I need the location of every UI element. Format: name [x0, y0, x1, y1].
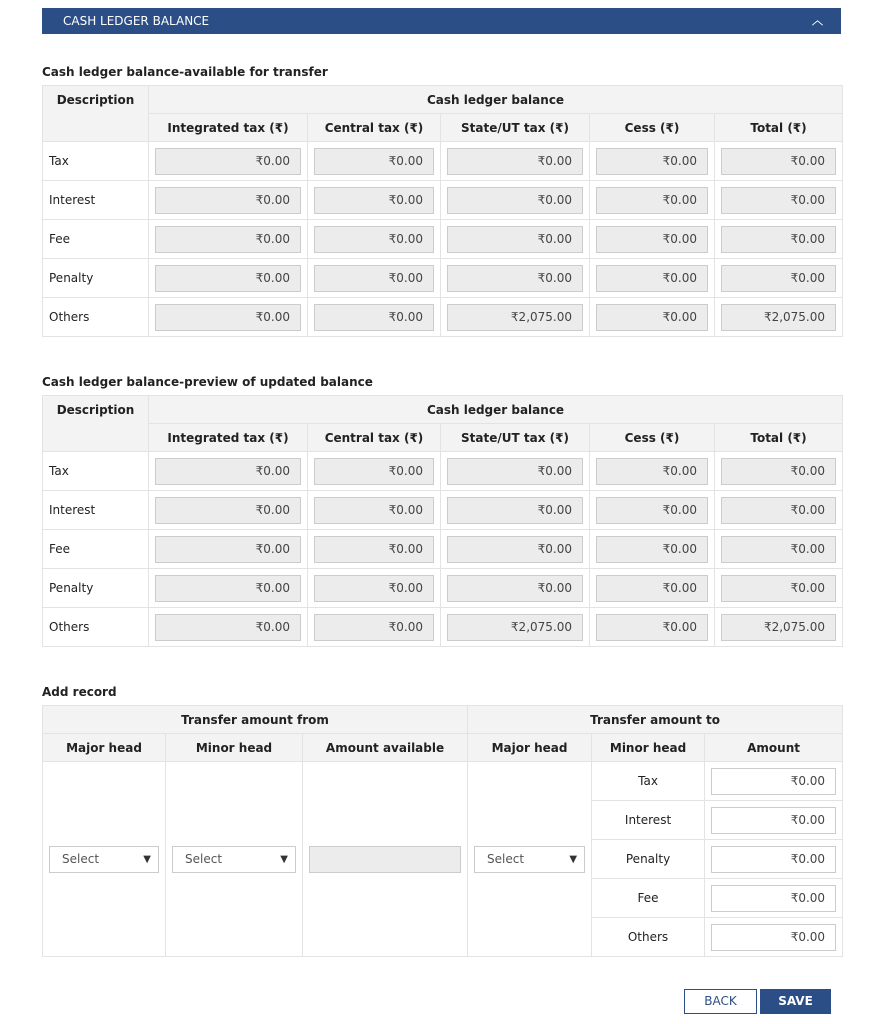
minor-head-label: Tax	[592, 762, 705, 801]
amount-field: ₹0.00	[596, 148, 708, 175]
group-header: Cash ledger balance	[149, 86, 843, 114]
amount-field: ₹0.00	[155, 187, 301, 214]
chevron-up-icon[interactable]: ︿	[812, 14, 823, 27]
amount-field: ₹2,075.00	[447, 304, 583, 331]
transfer-to-header: Transfer amount to	[468, 706, 843, 734]
available-title: Cash ledger balance-available for transfer	[42, 65, 328, 79]
column-header: Amount available	[303, 734, 468, 762]
amount-field: ₹0.00	[596, 226, 708, 253]
column-header: Integrated tax (₹)	[149, 114, 308, 142]
column-header: State/UT tax (₹)	[441, 114, 590, 142]
column-header: Cess (₹)	[590, 424, 715, 452]
amount-field: ₹0.00	[155, 458, 301, 485]
amount-field: ₹0.00	[155, 304, 301, 331]
amount-field: ₹0.00	[721, 148, 836, 175]
preview-balance-table	[42, 395, 843, 647]
description-header: Description	[43, 86, 149, 142]
table-row	[43, 608, 843, 647]
column-header: Integrated tax (₹)	[149, 424, 308, 452]
minor-head-label: Interest	[592, 801, 705, 840]
amount-field: ₹0.00	[596, 265, 708, 292]
column-header: Minor head	[592, 734, 705, 762]
amount-field: ₹0.00	[155, 497, 301, 524]
add-record-title: Add record	[42, 685, 117, 699]
amount-field: ₹0.00	[447, 458, 583, 485]
cash-ledger-balance-header[interactable]	[42, 8, 841, 34]
row-label: Others	[43, 608, 149, 647]
amount-field: ₹0.00	[314, 187, 434, 214]
amount-field: ₹0.00	[314, 265, 434, 292]
amount-field: ₹0.00	[721, 187, 836, 214]
amount-field: ₹0.00	[314, 148, 434, 175]
amount-field: ₹0.00	[596, 187, 708, 214]
amount-field: ₹0.00	[721, 226, 836, 253]
table-row	[43, 181, 843, 220]
amount-field: ₹0.00	[447, 497, 583, 524]
column-header: Minor head	[166, 734, 303, 762]
column-header: Total (₹)	[715, 424, 843, 452]
column-header: Major head	[468, 734, 592, 762]
amount-field: ₹0.00	[447, 148, 583, 175]
table-row	[43, 491, 843, 530]
caret-down-icon: ▼	[280, 853, 288, 865]
amount-field: ₹0.00	[314, 575, 434, 602]
row-label: Tax	[43, 452, 149, 491]
amount-field: ₹0.00	[314, 536, 434, 563]
column-header: Central tax (₹)	[308, 424, 441, 452]
amount-input[interactable]: ₹0.00	[711, 924, 836, 951]
amount-field: ₹0.00	[155, 575, 301, 602]
description-header: Description	[43, 396, 149, 452]
row-label: Interest	[43, 491, 149, 530]
column-header: Major head	[43, 734, 166, 762]
table-row	[43, 142, 843, 181]
preview-title: Cash ledger balance-preview of updated balance	[42, 375, 373, 389]
row-label: Fee	[43, 530, 149, 569]
row-label: Penalty	[43, 569, 149, 608]
amount-field: ₹0.00	[447, 575, 583, 602]
amount-field: ₹0.00	[447, 536, 583, 563]
caret-down-icon: ▼	[569, 853, 578, 865]
table-row	[43, 220, 843, 259]
add-record-table	[42, 705, 843, 957]
amount-field: ₹2,075.00	[721, 614, 836, 641]
row-label: Tax	[43, 142, 149, 181]
amount-field: ₹0.00	[721, 575, 836, 602]
row-label: Fee	[43, 220, 149, 259]
row-label: Interest	[43, 181, 149, 220]
to-major-head-select[interactable]: Select ▼	[474, 846, 585, 873]
table-row	[43, 452, 843, 491]
table-row	[43, 569, 843, 608]
amount-input[interactable]: ₹0.00	[711, 885, 836, 912]
column-header: Total (₹)	[715, 114, 843, 142]
amount-field: ₹0.00	[447, 187, 583, 214]
group-header: Cash ledger balance	[149, 396, 843, 424]
amount-available-field	[309, 846, 461, 873]
column-header: Amount	[705, 734, 843, 762]
amount-field: ₹2,075.00	[721, 304, 836, 331]
amount-field: ₹0.00	[596, 536, 708, 563]
amount-field: ₹0.00	[155, 226, 301, 253]
amount-field: ₹0.00	[596, 614, 708, 641]
transfer-from-header: Transfer amount from	[43, 706, 468, 734]
amount-field: ₹0.00	[721, 265, 836, 292]
table-row	[43, 298, 843, 337]
amount-field: ₹0.00	[596, 575, 708, 602]
amount-field: ₹0.00	[155, 265, 301, 292]
minor-head-label: Fee	[592, 879, 705, 918]
amount-input[interactable]: ₹0.00	[711, 846, 836, 873]
amount-field: ₹0.00	[721, 497, 836, 524]
amount-field: ₹0.00	[314, 614, 434, 641]
amount-field: ₹0.00	[721, 536, 836, 563]
table-row	[43, 762, 843, 801]
amount-field: ₹0.00	[155, 148, 301, 175]
row-label: Penalty	[43, 259, 149, 298]
amount-field: ₹0.00	[314, 497, 434, 524]
column-header: Central tax (₹)	[308, 114, 441, 142]
header-title: CASH LEDGER BALANCE	[63, 14, 210, 28]
amount-field: ₹0.00	[596, 304, 708, 331]
from-major-head-select[interactable]: Select ▼	[49, 846, 159, 873]
amount-field: ₹0.00	[314, 458, 434, 485]
caret-down-icon: ▼	[143, 853, 151, 865]
minor-head-label: Others	[592, 918, 705, 957]
from-minor-head-select[interactable]: Select ▼	[172, 846, 296, 873]
back-button[interactable]: BACK	[684, 989, 757, 1014]
table-row	[43, 530, 843, 569]
column-header: Cess (₹)	[590, 114, 715, 142]
amount-field: ₹0.00	[596, 497, 708, 524]
amount-field: ₹0.00	[155, 614, 301, 641]
save-button[interactable]: SAVE	[760, 989, 831, 1014]
amount-field: ₹0.00	[447, 265, 583, 292]
amount-input[interactable]: ₹0.00	[711, 768, 836, 795]
table-row	[43, 259, 843, 298]
amount-field: ₹0.00	[596, 458, 708, 485]
amount-field: ₹0.00	[155, 536, 301, 563]
amount-field: ₹0.00	[721, 458, 836, 485]
column-header: State/UT tax (₹)	[441, 424, 590, 452]
amount-field: ₹0.00	[314, 304, 434, 331]
amount-field: ₹0.00	[314, 226, 434, 253]
row-label: Others	[43, 298, 149, 337]
minor-head-label: Penalty	[592, 840, 705, 879]
amount-field: ₹2,075.00	[447, 614, 583, 641]
available-balance-table	[42, 85, 843, 337]
amount-input[interactable]: ₹0.00	[711, 807, 836, 834]
amount-field: ₹0.00	[447, 226, 583, 253]
